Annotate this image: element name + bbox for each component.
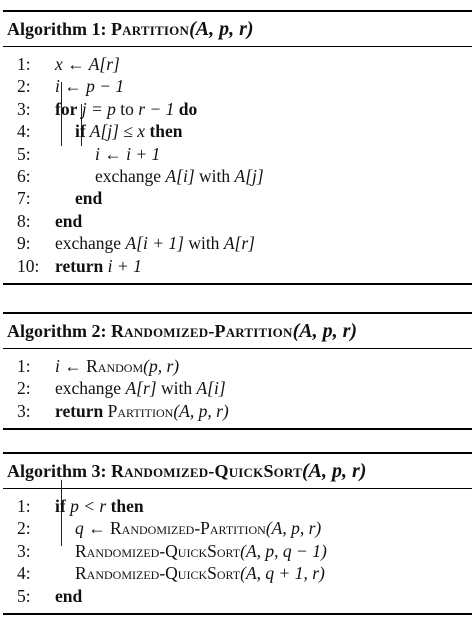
code-token: r − 1 (133, 98, 179, 119)
bottom-rule (3, 428, 472, 430)
code-line (3, 562, 472, 584)
keyword: if (75, 121, 86, 142)
code-token: exchange (55, 378, 126, 399)
bottom-rule (3, 613, 472, 615)
code-text (75, 517, 321, 539)
code-token: j = p (77, 98, 121, 119)
code-line (3, 120, 472, 142)
code-text (75, 120, 183, 142)
keyword: for (55, 98, 78, 119)
code-text (75, 187, 102, 209)
code-text (55, 210, 82, 232)
algorithm-title (3, 454, 472, 488)
line-number: 10: (17, 255, 40, 276)
code-token: (A, p, r) (173, 400, 229, 421)
code-line (3, 517, 472, 539)
procedure-name: Randomized-QuickSort (75, 563, 241, 584)
code-text (55, 53, 120, 75)
code-line (3, 540, 472, 562)
code-line (3, 98, 472, 120)
code-token: (p, r) (143, 356, 180, 376)
code-line (3, 53, 472, 75)
code-line (3, 377, 472, 399)
line-number: 5: (17, 585, 31, 606)
algorithm-name: Partition (110, 19, 190, 39)
line-number: 3: (17, 400, 31, 421)
code-text (55, 255, 142, 277)
code-line (3, 187, 472, 209)
code-text (55, 400, 229, 422)
code-token: x ← A[r] (55, 54, 120, 74)
algorithm-name: Randomized-Partition (110, 321, 293, 341)
code-token: A[i + 1] (125, 233, 184, 254)
line-number: 1: (17, 356, 31, 376)
algorithm-3-block (3, 452, 472, 615)
procedure-name: Randomized-Partition (110, 518, 266, 539)
code-token: (A, p, r) (265, 518, 322, 539)
algorithm-signature: (A, p, r) (302, 460, 367, 482)
algorithm-body (3, 47, 472, 283)
code-text (55, 585, 82, 607)
code-text (55, 495, 144, 517)
code-token: A[j] ≤ x (85, 121, 150, 142)
keyword: do (178, 98, 198, 119)
code-text (55, 75, 124, 97)
algorithm-name: Randomized-QuickSort (110, 461, 302, 481)
code-line (3, 143, 472, 165)
code-text (75, 540, 327, 562)
code-token: A[i] (196, 378, 226, 399)
code-text (95, 165, 264, 187)
code-line (3, 495, 472, 517)
algorithm-body (3, 489, 472, 613)
line-number: 1: (17, 496, 31, 516)
line-number: 3: (17, 98, 31, 119)
bottom-rule (3, 283, 472, 285)
code-text (75, 562, 325, 584)
keyword: then (110, 496, 144, 516)
algorithm-label: Algorithm 2: (7, 321, 107, 341)
code-token: exchange (55, 233, 126, 254)
code-token: with (194, 165, 235, 186)
code-line (3, 355, 472, 377)
code-line (3, 255, 472, 277)
code-token: to (120, 98, 134, 119)
keyword: then (149, 121, 183, 142)
code-token: A[r] (223, 233, 255, 254)
algorithm-label: Algorithm 1: (7, 19, 107, 39)
code-text (55, 355, 179, 377)
code-line (3, 232, 472, 254)
code-token: (A, q + 1, r) (240, 563, 325, 584)
keyword: end (75, 188, 103, 209)
keyword: if (55, 496, 66, 516)
code-text (55, 377, 226, 399)
code-line (3, 165, 472, 187)
line-number: 7: (17, 188, 31, 209)
code-token: i + 1 (103, 255, 142, 276)
code-text (95, 143, 160, 165)
code-token: exchange (95, 165, 166, 186)
code-line (3, 585, 472, 607)
algorithm-signature: (A, p, r) (189, 18, 254, 40)
line-number: 8: (17, 210, 31, 231)
keyword: end (55, 585, 83, 606)
line-number: 2: (17, 76, 31, 97)
code-text (55, 232, 255, 254)
algorithm-2-block (3, 312, 472, 430)
code-token: i ← p − 1 (55, 76, 125, 97)
code-token: p < r (65, 496, 111, 516)
line-number: 3: (17, 540, 31, 561)
algorithm-signature: (A, p, r) (292, 320, 358, 342)
algorithm-title (3, 12, 472, 46)
line-number: 9: (17, 233, 31, 254)
procedure-name: Random (86, 356, 144, 376)
line-number: 2: (17, 378, 31, 399)
algorithm-label: Algorithm 3: (7, 461, 107, 481)
keyword: return (55, 400, 104, 421)
line-number: 5: (17, 143, 31, 164)
code-token: (A, p, q − 1) (240, 540, 327, 561)
procedure-name: Randomized-QuickSort (75, 540, 241, 561)
code-text (55, 98, 197, 120)
code-token: i ← i + 1 (95, 143, 161, 164)
code-token: A[i] (165, 165, 195, 186)
algorithm-title (3, 314, 472, 348)
code-token: A[j] (234, 165, 264, 186)
keyword: return (55, 255, 104, 276)
code-token: i ← (55, 356, 87, 376)
algorithm-body (3, 349, 472, 428)
line-number: 1: (17, 54, 31, 74)
line-number: 4: (17, 121, 31, 142)
code-token: with (183, 233, 224, 254)
code-line (3, 400, 472, 422)
procedure-name: Partition (107, 400, 174, 421)
code-line (3, 75, 472, 97)
keyword: end (55, 210, 83, 231)
code-line (3, 210, 472, 232)
line-number: 2: (17, 518, 31, 539)
code-token: with (156, 378, 197, 399)
line-number: 4: (17, 563, 31, 584)
code-token: A[r] (125, 378, 157, 399)
algorithm-1-block (3, 10, 472, 285)
code-token: q ← (75, 518, 110, 539)
line-number: 6: (17, 165, 31, 186)
